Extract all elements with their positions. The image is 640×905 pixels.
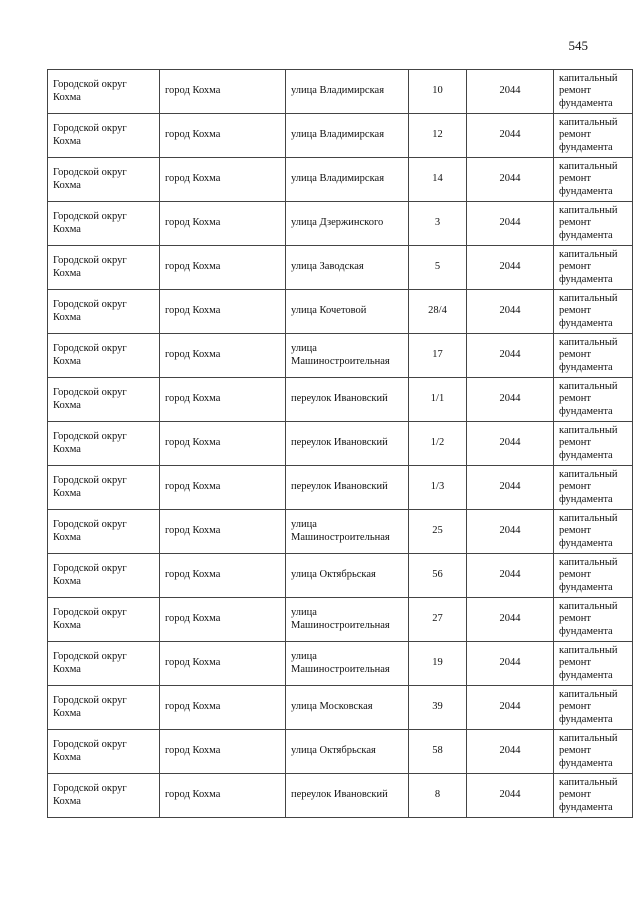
table-row xyxy=(48,422,633,466)
cell-work-type: капитальный ремонт фундамента xyxy=(554,730,633,774)
cell-municipal-district: Городской округ Кохма xyxy=(48,554,160,598)
cell-street: улица Машиностроительная xyxy=(286,598,409,642)
cell-city: город Кохма xyxy=(160,598,286,642)
cell-city: город Кохма xyxy=(160,730,286,774)
cell-street: переулок Ивановский xyxy=(286,422,409,466)
table-row xyxy=(48,290,633,334)
table-row xyxy=(48,686,633,730)
cell-house-number: 17 xyxy=(409,334,467,378)
cell-house-number: 1/3 xyxy=(409,466,467,510)
cell-municipal-district: Городской округ Кохма xyxy=(48,378,160,422)
cell-work-type: капитальный ремонт фундамента xyxy=(554,686,633,730)
cell-year: 2044 xyxy=(467,70,554,114)
cell-street: улица Владимирская xyxy=(286,70,409,114)
table-row xyxy=(48,730,633,774)
cell-work-type: капитальный ремонт фундамента xyxy=(554,466,633,510)
cell-street: улица Владимирская xyxy=(286,114,409,158)
cell-house-number: 14 xyxy=(409,158,467,202)
cell-house-number: 5 xyxy=(409,246,467,290)
cell-work-type: капитальный ремонт фундамента xyxy=(554,114,633,158)
cell-city: город Кохма xyxy=(160,202,286,246)
cell-municipal-district: Городской округ Кохма xyxy=(48,114,160,158)
cell-year: 2044 xyxy=(467,378,554,422)
cell-work-type: капитальный ремонт фундамента xyxy=(554,246,633,290)
cell-year: 2044 xyxy=(467,510,554,554)
cell-municipal-district: Городской округ Кохма xyxy=(48,246,160,290)
cell-work-type: капитальный ремонт фундамента xyxy=(554,422,633,466)
cell-year: 2044 xyxy=(467,686,554,730)
cell-work-type: капитальный ремонт фундамента xyxy=(554,202,633,246)
cell-street: улица Заводская xyxy=(286,246,409,290)
cell-city: город Кохма xyxy=(160,466,286,510)
cell-year: 2044 xyxy=(467,202,554,246)
cell-city: город Кохма xyxy=(160,70,286,114)
cell-house-number: 10 xyxy=(409,70,467,114)
cell-city: город Кохма xyxy=(160,510,286,554)
cell-city: город Кохма xyxy=(160,642,286,686)
cell-house-number: 12 xyxy=(409,114,467,158)
cell-work-type: капитальный ремонт фундамента xyxy=(554,554,633,598)
cell-house-number: 39 xyxy=(409,686,467,730)
cell-year: 2044 xyxy=(467,554,554,598)
cell-city: город Кохма xyxy=(160,774,286,818)
cell-work-type: капитальный ремонт фундамента xyxy=(554,334,633,378)
cell-house-number: 1/1 xyxy=(409,378,467,422)
cell-work-type: капитальный ремонт фундамента xyxy=(554,510,633,554)
cell-street: улица Октябрьская xyxy=(286,554,409,598)
cell-year: 2044 xyxy=(467,158,554,202)
cell-house-number: 28/4 xyxy=(409,290,467,334)
table-row xyxy=(48,202,633,246)
cell-city: город Кохма xyxy=(160,378,286,422)
cell-city: город Кохма xyxy=(160,246,286,290)
cell-year: 2044 xyxy=(467,598,554,642)
cell-year: 2044 xyxy=(467,774,554,818)
cell-work-type: капитальный ремонт фундамента xyxy=(554,70,633,114)
cell-city: город Кохма xyxy=(160,290,286,334)
cell-street: переулок Ивановский xyxy=(286,774,409,818)
cell-house-number: 56 xyxy=(409,554,467,598)
cell-work-type: капитальный ремонт фундамента xyxy=(554,598,633,642)
cell-municipal-district: Городской округ Кохма xyxy=(48,598,160,642)
cell-year: 2044 xyxy=(467,334,554,378)
table-row xyxy=(48,598,633,642)
cell-work-type: капитальный ремонт фундамента xyxy=(554,158,633,202)
cell-city: город Кохма xyxy=(160,554,286,598)
cell-work-type: капитальный ремонт фундамента xyxy=(554,774,633,818)
cell-house-number: 58 xyxy=(409,730,467,774)
cell-street: улица Машиностроительная xyxy=(286,642,409,686)
cell-work-type: капитальный ремонт фундамента xyxy=(554,378,633,422)
cell-house-number: 1/2 xyxy=(409,422,467,466)
cell-city: город Кохма xyxy=(160,114,286,158)
cell-municipal-district: Городской округ Кохма xyxy=(48,642,160,686)
works-table xyxy=(47,69,633,818)
cell-street: переулок Ивановский xyxy=(286,378,409,422)
table-row xyxy=(48,642,633,686)
cell-municipal-district: Городской округ Кохма xyxy=(48,290,160,334)
cell-house-number: 27 xyxy=(409,598,467,642)
cell-municipal-district: Городской округ Кохма xyxy=(48,774,160,818)
cell-municipal-district: Городской округ Кохма xyxy=(48,158,160,202)
cell-year: 2044 xyxy=(467,422,554,466)
table-row xyxy=(48,158,633,202)
cell-city: город Кохма xyxy=(160,422,286,466)
cell-year: 2044 xyxy=(467,246,554,290)
table-row xyxy=(48,114,633,158)
page-number: 545 xyxy=(568,38,588,53)
table-row xyxy=(48,510,633,554)
cell-house-number: 3 xyxy=(409,202,467,246)
cell-street: переулок Ивановский xyxy=(286,466,409,510)
cell-street: улица Владимирская xyxy=(286,158,409,202)
cell-city: город Кохма xyxy=(160,158,286,202)
table-row xyxy=(48,334,633,378)
cell-street: улица Машиностроительная xyxy=(286,334,409,378)
cell-house-number: 8 xyxy=(409,774,467,818)
cell-street: улица Дзержинского xyxy=(286,202,409,246)
cell-house-number: 25 xyxy=(409,510,467,554)
cell-work-type: капитальный ремонт фундамента xyxy=(554,642,633,686)
cell-work-type: капитальный ремонт фундамента xyxy=(554,290,633,334)
table-row xyxy=(48,378,633,422)
table-row xyxy=(48,774,633,818)
cell-year: 2044 xyxy=(467,290,554,334)
cell-city: город Кохма xyxy=(160,686,286,730)
table-row xyxy=(48,70,633,114)
table-body xyxy=(48,70,633,818)
cell-municipal-district: Городской округ Кохма xyxy=(48,686,160,730)
cell-municipal-district: Городской округ Кохма xyxy=(48,334,160,378)
cell-year: 2044 xyxy=(467,642,554,686)
cell-year: 2044 xyxy=(467,114,554,158)
cell-street: улица Кочетовой xyxy=(286,290,409,334)
cell-municipal-district: Городской округ Кохма xyxy=(48,70,160,114)
cell-house-number: 19 xyxy=(409,642,467,686)
table-row xyxy=(48,466,633,510)
table-row xyxy=(48,554,633,598)
cell-year: 2044 xyxy=(467,730,554,774)
cell-municipal-district: Городской округ Кохма xyxy=(48,466,160,510)
cell-municipal-district: Городской округ Кохма xyxy=(48,422,160,466)
cell-street: улица Московская xyxy=(286,686,409,730)
cell-municipal-district: Городской округ Кохма xyxy=(48,510,160,554)
cell-year: 2044 xyxy=(467,466,554,510)
cell-street: улица Октябрьская xyxy=(286,730,409,774)
cell-municipal-district: Городской округ Кохма xyxy=(48,730,160,774)
cell-municipal-district: Городской округ Кохма xyxy=(48,202,160,246)
table-row xyxy=(48,246,633,290)
cell-street: улица Машиностроительная xyxy=(286,510,409,554)
cell-city: город Кохма xyxy=(160,334,286,378)
